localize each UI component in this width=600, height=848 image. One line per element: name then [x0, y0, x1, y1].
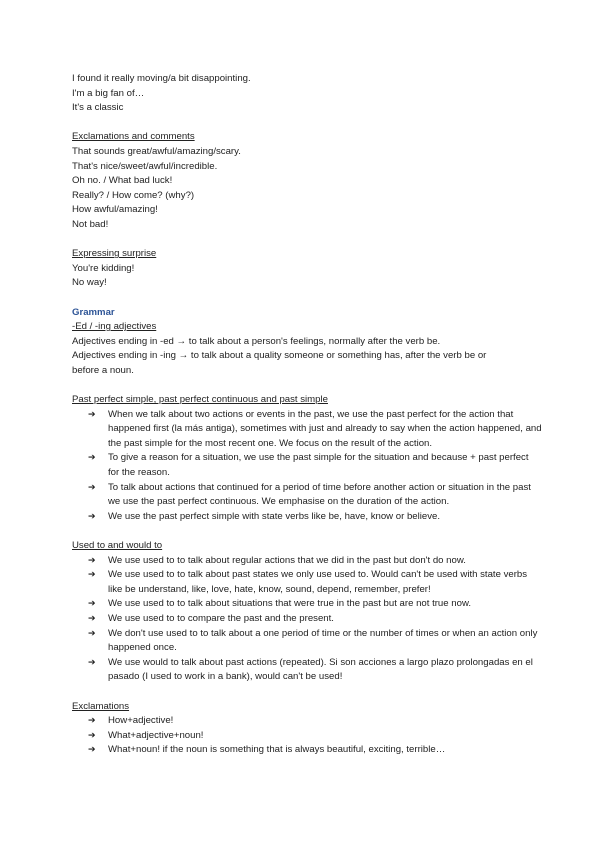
- list-item: [72, 451, 542, 480]
- list-item-text: We use used to to compare the past and the present.: [108, 612, 334, 624]
- list-item-text: When we talk about two actions or events in the past, we use the past perfect for the action that happened first (la más antiga), sometimes with just and already to say when the action happened, and the past simple for the most recent one. We focus on the result of the action.: [108, 408, 542, 449]
- list-item-text: To talk about actions that continued for a period of time before another action or situation in the past we use the past perfect continuous. We emphasise on the duration of the action.: [108, 481, 531, 508]
- exclamation-line: That sounds great/awful/amazing/scary.: [72, 145, 241, 157]
- arrow-bullet-icon: ➔: [88, 730, 96, 741]
- list-item: [72, 729, 542, 744]
- spacer: [72, 233, 542, 248]
- spacer: [72, 116, 542, 131]
- list-item-text: We don't use used to to talk about a one period of time or the number of times or when an action only happened once.: [108, 627, 538, 654]
- list-item-text: What+noun! if the noun is something that is always beautiful, exciting, terrible…: [108, 744, 446, 756]
- adjectives-line: Adjectives ending in -ing → to talk about a quality someone or something has, after the verb be or: [72, 350, 487, 362]
- list-item-text: How+adjective!: [108, 715, 174, 727]
- arrow-bullet-icon: ➔: [88, 745, 96, 756]
- arrow-bullet-icon: ➔: [88, 453, 96, 464]
- grammar-title: Grammar: [72, 306, 115, 318]
- surprise-line: You're kidding!: [72, 262, 135, 274]
- arrow-bullet-icon: ➔: [88, 570, 96, 581]
- list-item: [72, 554, 542, 569]
- list-item: [72, 510, 542, 525]
- exclamation-line: Not bad!: [72, 218, 109, 230]
- used-to-heading: Used to and would to: [72, 540, 163, 551]
- exclamations-heading: Exclamations: [72, 700, 130, 712]
- used-to-list: [72, 554, 542, 685]
- arrow-bullet-icon: ➔: [88, 409, 96, 420]
- list-item: [72, 597, 542, 612]
- list-item-text: What+adjective+noun!: [108, 729, 204, 741]
- past-perfect-list: [72, 408, 542, 525]
- exclamations-comments-heading: Exclamations and comments: [72, 131, 195, 143]
- list-item: [72, 612, 542, 627]
- list-item-text: We use used to to talk about regular actions that we did in the past but don't do now.: [108, 554, 466, 566]
- past-perfect-heading: Past perfect simple, past perfect continuous and past simple: [72, 394, 328, 406]
- adjectives-line: Adjectives ending in -ed → to talk about a person's feelings, normally after the verb be.: [72, 335, 441, 347]
- list-item-text: We use used to to talk about situations that were true in the past but are not true now.: [108, 598, 472, 610]
- list-item: [72, 481, 542, 510]
- exclamations-list: [72, 714, 542, 758]
- list-item-text: We use used to to talk about past states we only use used to. Would can't be used with state verbs like be understand, like, love, hate, know, sound, depend, remember, prefer!: [108, 569, 528, 595]
- spacer: [72, 291, 542, 306]
- arrow-bullet-icon: ➔: [88, 555, 96, 566]
- spacer: [72, 524, 542, 539]
- exclamation-line: How awful/amazing!: [72, 204, 158, 216]
- arrow-bullet-icon: ➔: [88, 628, 96, 639]
- intro-line: I found it really moving/a bit disappointing.: [72, 73, 251, 84]
- list-item-text: We use the past perfect simple with state verbs like be, have, know or believe.: [108, 510, 441, 522]
- list-item-text: To give a reason for a situation, we use the past simple for the situation and because + past perfect for the reason.: [108, 452, 529, 479]
- list-item: [72, 743, 542, 758]
- list-item: [72, 656, 542, 685]
- arrow-bullet-icon: ➔: [88, 716, 96, 727]
- exclamation-line: That's nice/sweet/awful/incredible.: [72, 160, 218, 172]
- adjectives-heading: -Ed / -ing adjectives: [72, 321, 157, 333]
- list-item: [72, 627, 542, 656]
- list-item-text: We use would to talk about past actions (repeated). Si son acciones a largo plazo prolongadas en el pasado (I used to work in a bank), would can't be used!: [108, 656, 533, 683]
- exclamation-line: Oh no. / What bad luck!: [72, 175, 173, 187]
- spacer: [72, 378, 542, 393]
- arrow-bullet-icon: ➔: [88, 613, 96, 624]
- adjectives-line: before a noun.: [72, 364, 134, 376]
- exclamation-line: Really? / How come? (why?): [72, 189, 195, 201]
- intro-line: It's a classic: [72, 102, 124, 114]
- arrow-bullet-icon: ➔: [88, 511, 96, 522]
- list-item: [72, 714, 542, 729]
- list-item: [72, 408, 542, 452]
- list-item: [72, 568, 542, 597]
- arrow-bullet-icon: ➔: [88, 657, 96, 668]
- surprise-line: No way!: [72, 277, 107, 289]
- intro-line: I'm a big fan of…: [72, 87, 145, 99]
- arrow-bullet-icon: ➔: [88, 599, 96, 610]
- arrow-bullet-icon: ➔: [88, 482, 96, 493]
- expressing-surprise-heading: Expressing surprise: [72, 248, 157, 260]
- document-body: [72, 72, 542, 758]
- spacer: [72, 685, 542, 700]
